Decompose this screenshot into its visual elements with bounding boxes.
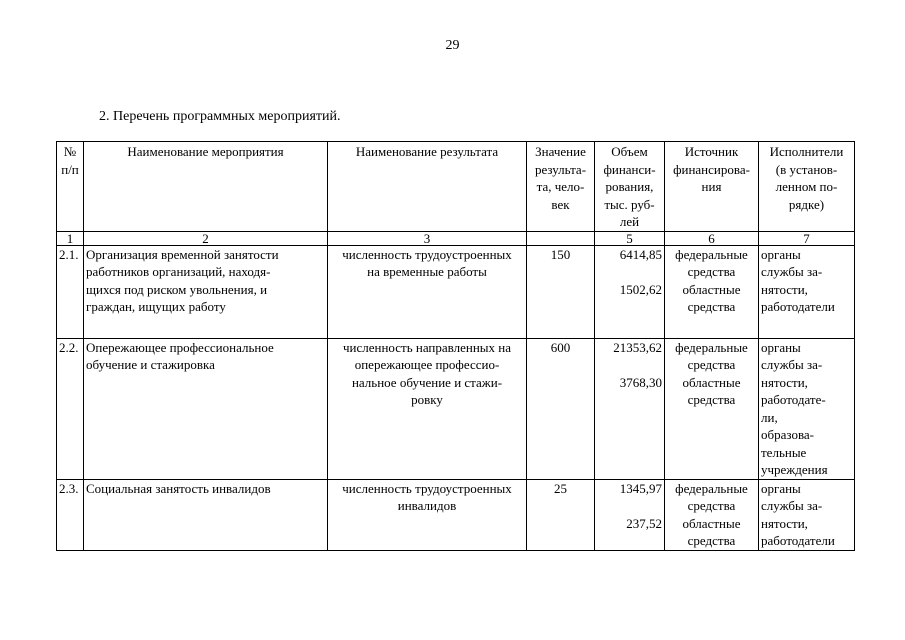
result-line: численность трудоустроенных — [342, 246, 512, 262]
activity-line: работников организаций, находя- — [86, 264, 271, 279]
executors-line: ли, — [761, 409, 778, 425]
header-line: Исполнители — [769, 144, 844, 159]
row-number: 2.3. — [57, 479, 84, 550]
funding-regional: 3768,30 — [619, 374, 662, 390]
row-number: 2.1. — [57, 245, 84, 338]
executors-line: органы — [761, 339, 801, 355]
source-line: федеральные — [675, 339, 748, 355]
activity-line: обучение и стажировка — [86, 357, 215, 372]
source-cell — [665, 338, 759, 479]
activity-cell — [84, 479, 328, 550]
source-line: средства — [687, 299, 736, 314]
header-line: та, чело- — [536, 179, 585, 194]
header-result — [328, 142, 527, 232]
header-line: финансирова- — [673, 161, 750, 177]
result-cell — [328, 338, 527, 479]
source-cell — [665, 245, 759, 338]
header-line: век — [551, 196, 570, 212]
executors-line: органы — [761, 480, 801, 496]
executors-line: нятости, — [761, 281, 808, 297]
funding-spacer — [597, 497, 662, 515]
header-line: результа- — [534, 161, 587, 177]
column-number: 5 — [595, 231, 665, 245]
table-row — [57, 338, 855, 479]
result-line: ровку — [411, 392, 443, 407]
header-line: Наименование мероприятия — [127, 144, 284, 159]
funding-spacer — [597, 356, 662, 374]
column-number: 3 — [328, 231, 527, 245]
funding-cell — [595, 338, 665, 479]
source-line: областные — [682, 515, 741, 531]
header-value — [527, 142, 595, 232]
activity-cell — [84, 338, 328, 479]
header-line: Источник — [684, 144, 739, 159]
executors-line: учреждения — [761, 462, 828, 477]
result-line: на временные работы — [367, 264, 487, 279]
source-line: средства — [687, 357, 736, 372]
page-number: 29 — [445, 38, 460, 53]
header-line: рования, — [605, 179, 654, 194]
header-executors — [759, 142, 855, 232]
row-number: 2.2. — [57, 338, 84, 479]
executors-cell — [759, 245, 855, 338]
source-line: областные — [682, 281, 741, 297]
value-cell: 25 — [527, 479, 595, 550]
activity-line: Опережающее профессиональное — [86, 339, 274, 355]
executors-line: тельные — [761, 444, 807, 460]
header-line: Значение — [535, 144, 586, 159]
executors-cell — [759, 338, 855, 479]
executors-line: работодатели — [761, 533, 835, 548]
header-line: ленном по- — [775, 179, 838, 194]
header-line: Объем — [611, 144, 648, 159]
header-line: рядке) — [788, 196, 825, 212]
column-number: 2 — [84, 231, 328, 245]
activity-cell — [84, 245, 328, 338]
header-funding — [595, 142, 665, 232]
funding-regional: 1502,62 — [619, 281, 662, 297]
executors-line: службы за- — [761, 357, 823, 372]
header-line: финанси- — [603, 161, 656, 177]
funding-regional: 237,52 — [626, 515, 662, 531]
column-number — [527, 231, 595, 245]
executors-line: нятости, — [761, 515, 808, 531]
executors-line: образова- — [761, 427, 815, 442]
result-cell — [328, 245, 527, 338]
source-line: средства — [687, 392, 736, 407]
table-row — [57, 479, 855, 550]
header-line: п/п — [61, 161, 79, 177]
column-number: 6 — [665, 231, 759, 245]
header-num — [57, 142, 84, 232]
header-line: лей — [619, 214, 640, 229]
result-line: численность направленных на — [342, 339, 512, 355]
table-row — [57, 245, 855, 338]
executors-line: службы за- — [761, 498, 823, 513]
activity-line: щихся под риском увольнения, и — [86, 281, 268, 297]
program-activities-table — [56, 141, 855, 551]
source-line: средства — [687, 264, 736, 279]
header-activity — [84, 142, 328, 232]
header-line: тыс. руб- — [604, 196, 655, 212]
source-line: средства — [687, 533, 736, 548]
value-cell: 600 — [527, 338, 595, 479]
header-row — [57, 142, 855, 232]
executors-line: работодатели — [761, 299, 835, 314]
funding-spacer — [597, 263, 662, 281]
header-line: № — [63, 144, 77, 159]
result-line: нальное обучение и стажи- — [351, 374, 503, 390]
header-source — [665, 142, 759, 232]
header-line: ния — [701, 179, 722, 194]
source-line: федеральные — [675, 480, 748, 496]
activity-line: Организация временной занятости — [86, 246, 279, 262]
section-title: 2. Перечень программных мероприятий. — [99, 109, 341, 124]
source-cell — [665, 479, 759, 550]
activity-line: граждан, ищущих работу — [86, 299, 226, 314]
funding-cell — [595, 479, 665, 550]
funding-federal: 6414,85 — [619, 246, 662, 262]
executors-line: органы — [761, 246, 801, 262]
activity-line: Социальная занятость инвалидов — [86, 480, 271, 496]
column-number: 7 — [759, 231, 855, 245]
funding-cell — [595, 245, 665, 338]
source-line: средства — [687, 498, 736, 513]
header-line: Наименование результата — [355, 144, 499, 159]
result-line: опережающее профессио- — [354, 357, 500, 372]
result-cell — [328, 479, 527, 550]
executors-line: работодате- — [761, 392, 826, 407]
column-number-row — [57, 231, 855, 245]
funding-federal: 1345,97 — [619, 480, 662, 496]
source-line: федеральные — [675, 246, 748, 262]
result-line: численность трудоустроенных — [342, 480, 512, 496]
result-line: инвалидов — [397, 498, 457, 513]
executors-cell — [759, 479, 855, 550]
value-cell: 150 — [527, 245, 595, 338]
executors-line: нятости, — [761, 374, 808, 390]
header-line: (в установ- — [775, 161, 838, 177]
source-line: областные — [682, 374, 741, 390]
funding-federal: 21353,62 — [613, 339, 662, 355]
executors-line: службы за- — [761, 264, 823, 279]
column-number: 1 — [57, 231, 84, 245]
